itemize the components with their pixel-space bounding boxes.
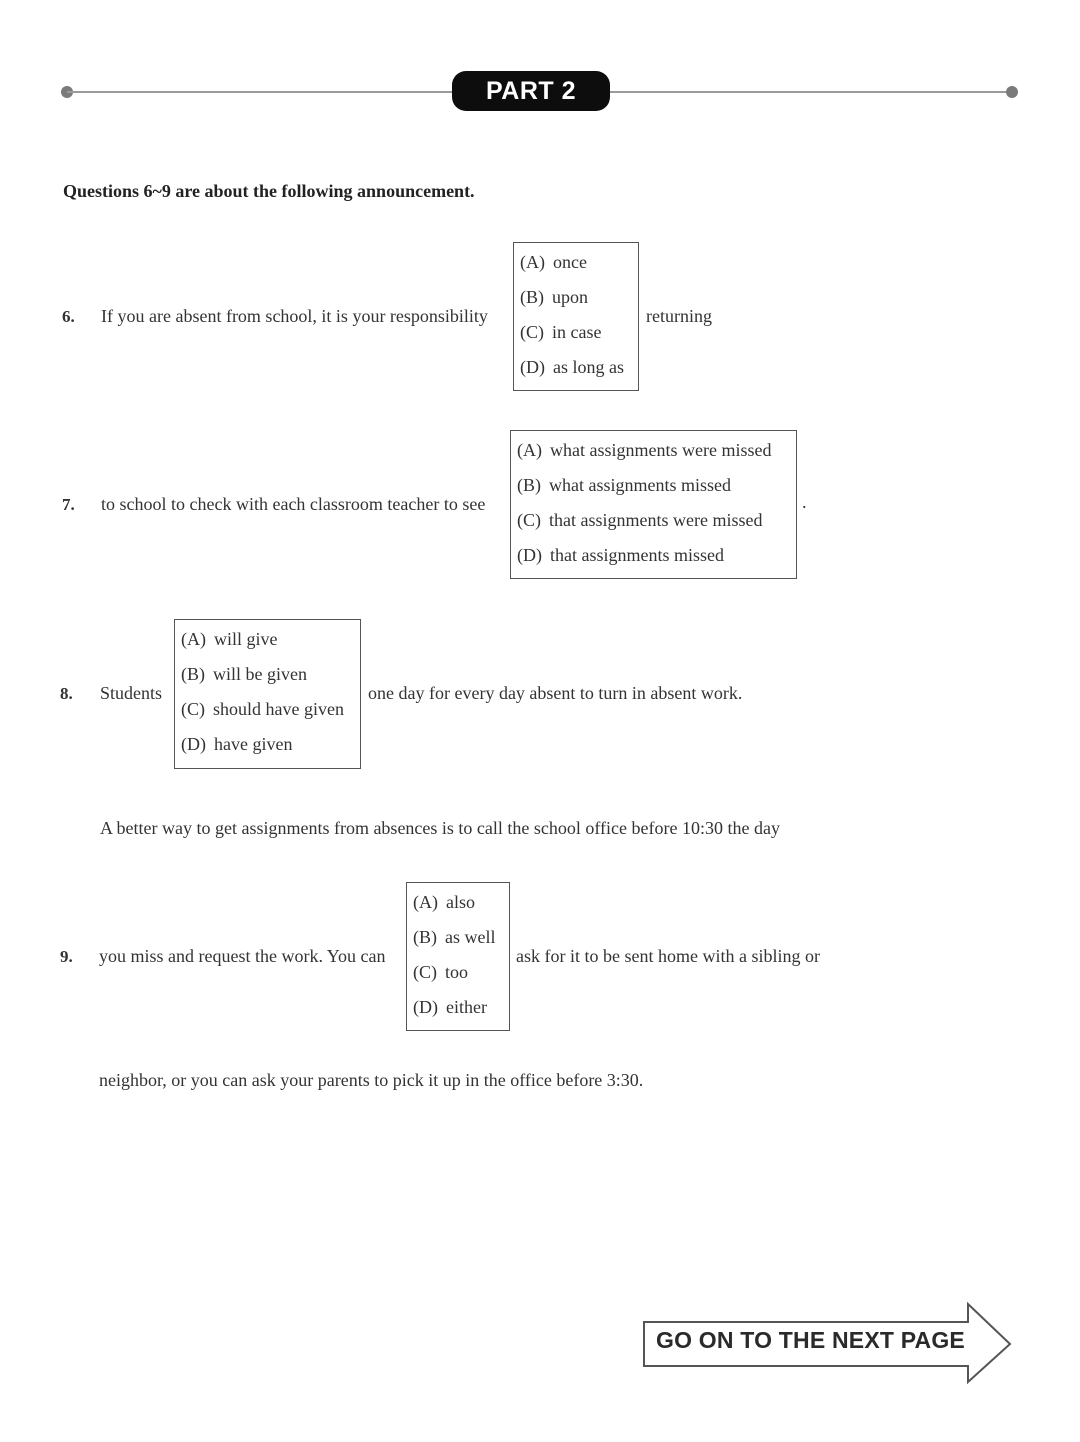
option-text: also	[446, 892, 475, 912]
option-text: what assignments were missed	[550, 440, 772, 460]
option-label: (A)	[413, 892, 438, 912]
next-page-label: GO ON TO THE NEXT PAGE	[656, 1327, 965, 1353]
option-a[interactable]	[517, 440, 771, 461]
option-d[interactable]	[181, 734, 292, 755]
option-label: (D)	[413, 997, 438, 1017]
answer-choices-box	[513, 242, 639, 391]
option-c[interactable]	[413, 962, 468, 983]
option-d[interactable]	[413, 997, 487, 1018]
option-label: (B)	[517, 475, 541, 495]
option-label: (C)	[517, 510, 541, 530]
question-number: 8.	[60, 684, 73, 703]
option-text: too	[445, 962, 469, 982]
question-number: 9.	[60, 947, 73, 966]
question-text-after: ask for it to be sent home with a sibling or	[516, 946, 820, 966]
option-d[interactable]	[517, 545, 724, 566]
option-label: (B)	[520, 287, 544, 307]
option-b[interactable]	[181, 664, 307, 685]
question-text-after: .	[802, 492, 807, 512]
option-a[interactable]	[413, 892, 475, 913]
option-a[interactable]	[181, 629, 278, 650]
rule-right	[605, 91, 1012, 93]
option-label: (A)	[181, 629, 206, 649]
question-text-before: Students	[100, 683, 163, 703]
instructions: Questions 6~9 are about the following announcement.	[63, 181, 475, 201]
option-label: (B)	[413, 927, 437, 947]
option-label: (B)	[181, 664, 205, 684]
option-text: as well	[445, 927, 496, 947]
answer-choices-box	[174, 619, 361, 769]
question-number: 7.	[62, 495, 75, 514]
option-text: in case	[552, 322, 602, 342]
option-text: will give	[214, 629, 278, 649]
option-b[interactable]	[520, 287, 588, 308]
option-c[interactable]	[181, 699, 344, 720]
part-badge: PART 2	[452, 71, 610, 111]
option-c[interactable]	[520, 322, 601, 343]
option-text: have given	[214, 734, 293, 754]
option-text: as long as	[553, 357, 624, 377]
answer-choices-box	[406, 882, 510, 1031]
question-number: 6.	[62, 307, 75, 326]
option-a[interactable]	[520, 252, 587, 273]
passage-line: A better way to get assignments from absences is to call the school office before 10:30 the day	[100, 818, 780, 838]
rule-right-dot	[1006, 86, 1018, 98]
option-label: (D)	[517, 545, 542, 565]
option-b[interactable]	[413, 927, 495, 948]
rule-left	[67, 91, 457, 93]
option-label: (D)	[520, 357, 545, 377]
option-label: (C)	[520, 322, 544, 342]
question-text-after: returning	[646, 306, 712, 326]
option-text: upon	[552, 287, 588, 307]
option-text: that assignments were missed	[549, 510, 763, 530]
option-label: (C)	[413, 962, 437, 982]
option-text: will be given	[213, 664, 307, 684]
option-text: should have given	[213, 699, 344, 719]
option-text: what assignments missed	[549, 475, 731, 495]
option-label: (A)	[517, 440, 542, 460]
option-label: (A)	[520, 252, 545, 272]
question-text-before: you miss and request the work. You can	[99, 946, 386, 966]
question-text-after: one day for every day absent to turn in absent work.	[368, 683, 743, 703]
passage-line: neighbor, or you can ask your parents to pick it up in the office before 3:30.	[99, 1070, 644, 1090]
option-text: once	[553, 252, 587, 272]
option-c[interactable]	[517, 510, 762, 531]
option-label: (D)	[181, 734, 206, 754]
option-text: either	[446, 997, 487, 1017]
answer-choices-box	[510, 430, 797, 579]
option-d[interactable]	[520, 357, 624, 378]
option-label: (C)	[181, 699, 205, 719]
option-b[interactable]	[517, 475, 731, 496]
question-text-before: If you are absent from school, it is your responsibility	[101, 306, 488, 326]
option-text: that assignments missed	[550, 545, 724, 565]
question-text-before: to school to check with each classroom teacher to see	[101, 494, 486, 514]
